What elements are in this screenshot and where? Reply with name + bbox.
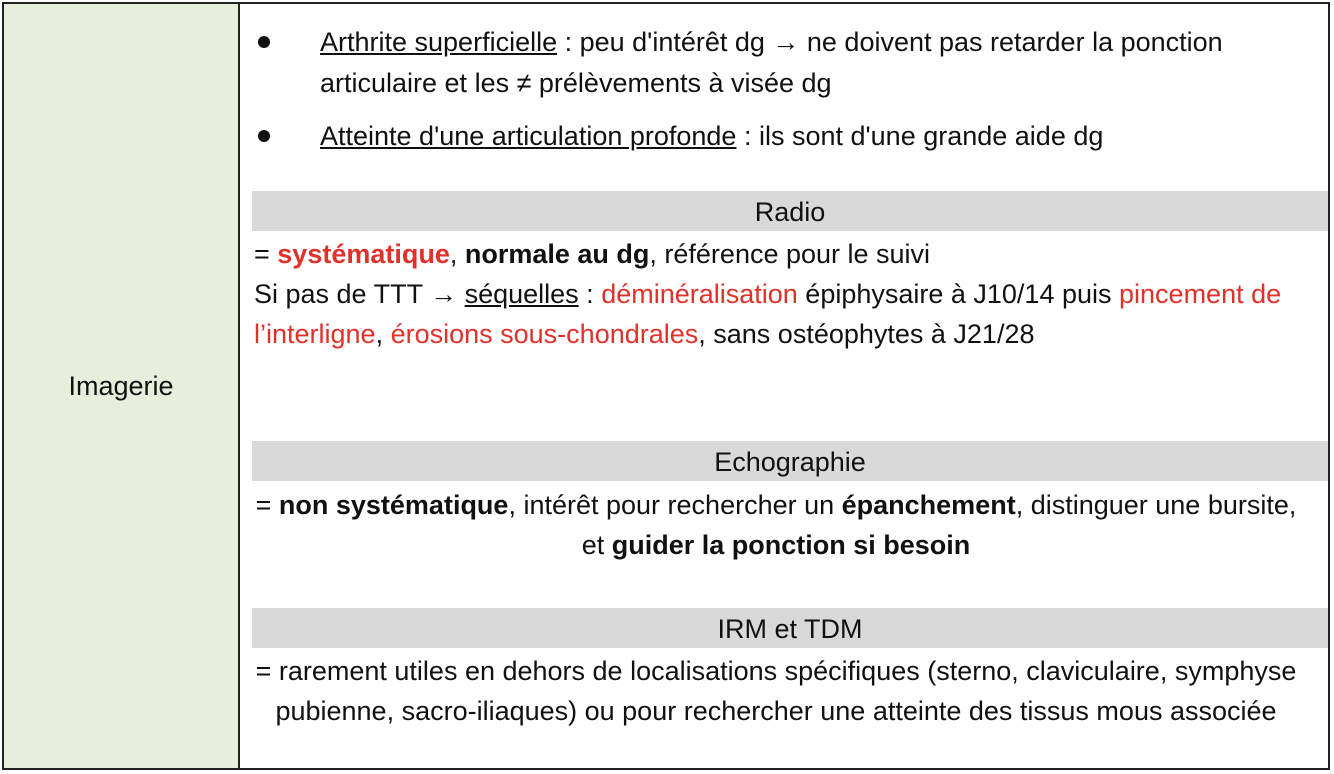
section-header-irm (252, 608, 1328, 648)
text-span: , (375, 319, 391, 349)
bullet-title: Arthrite superficielle (320, 27, 558, 57)
bullet-text: : peu d'intérêt dg → ne doivent pas retarder la ponction articulaire et les ≠ prélèvements à visée dg (320, 27, 1223, 98)
section-title: IRM et TDM (717, 614, 863, 644)
bullet-text: : ils sont d'une grande aide dg (736, 121, 1104, 151)
emphasis-red: déminéralisation (601, 279, 798, 309)
emphasis-red: érosions sous-chondrales (390, 319, 699, 349)
bullet-title: Atteinte d'une articulation profonde (320, 121, 737, 151)
text-span: = (254, 239, 278, 269)
info-table (2, 2, 1330, 770)
bullet-item-superficial (240, 22, 1328, 104)
irm-text (254, 651, 1298, 731)
bullet-list (240, 22, 1328, 169)
text-span: , référence pour le suivi (649, 239, 931, 269)
bullet-item-deep (240, 116, 1328, 157)
emphasis-bold: épanchement (841, 490, 1016, 520)
radio-text (254, 234, 1298, 354)
emphasis-bold: non systématique (278, 490, 509, 520)
bullet-dot-icon (258, 36, 270, 48)
text-span: : (578, 279, 602, 309)
emphasis-underline: séquelles (464, 279, 579, 309)
emphasis-red: pincement de l’interligne (254, 279, 1282, 349)
row-header-label: Imagerie (68, 370, 174, 401)
section-header-echo (252, 441, 1328, 481)
text-span: Si pas de TTT → (254, 279, 465, 309)
text-span: , sans ostéophytes à J21/28 (698, 319, 1035, 349)
bullet-dot-icon (258, 130, 270, 142)
section-title: Radio (754, 197, 826, 227)
emphasis-bold: normale au dg (464, 239, 650, 269)
emphasis-bold: guider la ponction si besoin (611, 530, 971, 560)
text-span: , distinguer une bursite, et (581, 490, 1297, 560)
echo-text (254, 485, 1298, 565)
content-cell (240, 4, 1328, 768)
radio-line-2 (254, 274, 1298, 354)
radio-line-1 (254, 234, 1298, 274)
emphasis-red: systématique (277, 239, 450, 269)
text-span: , (449, 239, 465, 269)
text-span: = rarement utiles en dehors de localisations spécifiques (sterno, claviculaire, symphyse pubienne, sacro-iliaques) ou pour rechercher une atteinte des tissus mous associée (255, 656, 1297, 726)
text-span: épiphysaire à J10/14 puis (797, 279, 1120, 309)
row-header-cell (4, 4, 240, 768)
section-header-radio (252, 191, 1328, 231)
text-span: , intérêt pour rechercher un (508, 490, 842, 520)
text-span: = (255, 490, 279, 520)
section-title: Echographie (714, 447, 866, 477)
